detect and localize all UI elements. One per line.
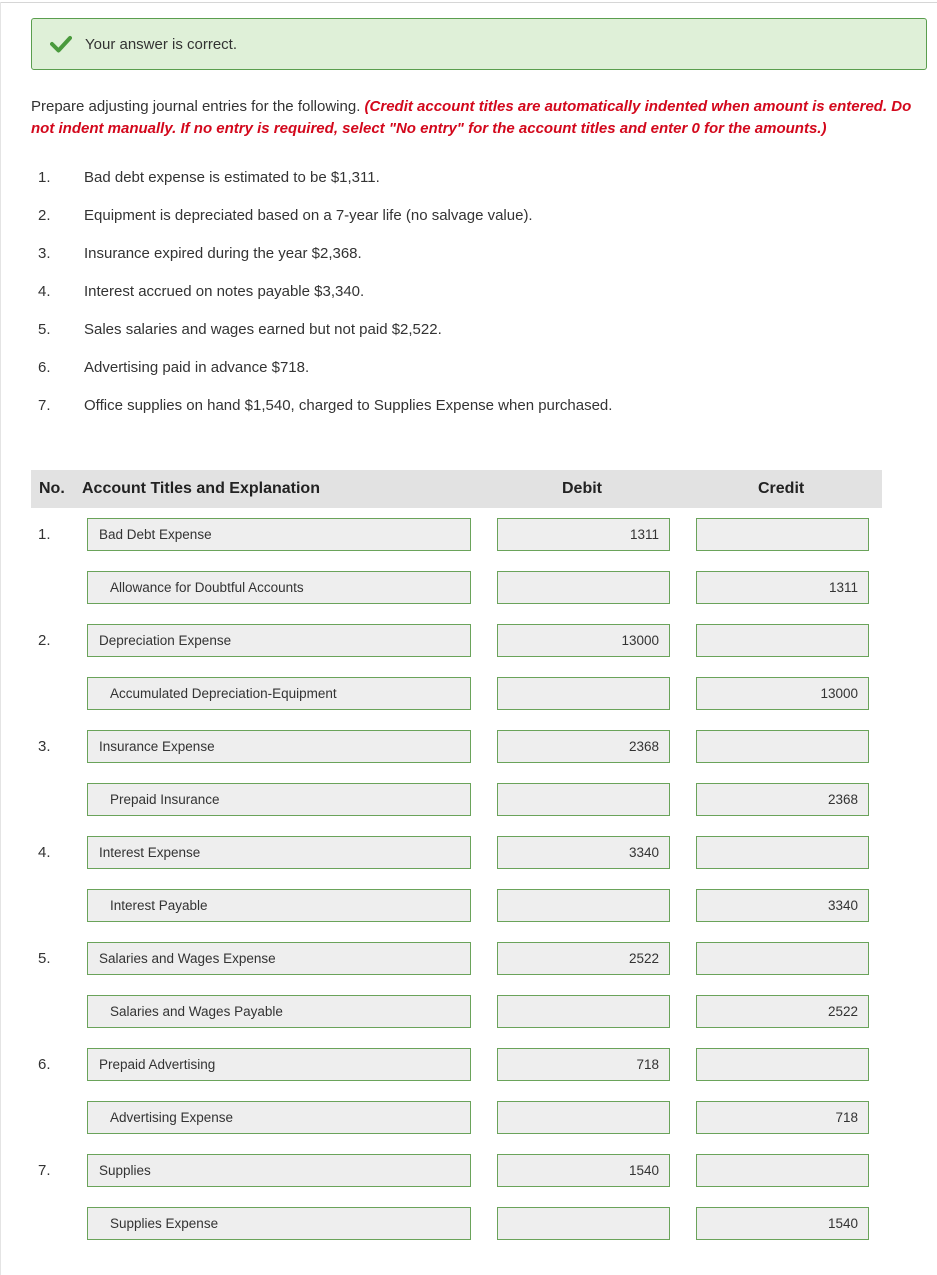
account-title-field[interactable]: Accumulated Depreciation-Equipment (87, 677, 471, 710)
question-text: Office supplies on hand $1,540, charged to Supplies Expense when purchased. (84, 397, 613, 414)
question-number: 1. (38, 169, 51, 186)
debit-amount-field[interactable]: 1311 (497, 518, 670, 551)
debit-amount-field[interactable] (497, 995, 670, 1028)
top-divider (0, 2, 937, 3)
account-title-field[interactable]: Prepaid Insurance (87, 783, 471, 816)
debit-amount-field[interactable]: 1540 (497, 1154, 670, 1187)
debit-amount-field[interactable]: 2368 (497, 730, 670, 763)
question-number: 5. (38, 321, 51, 338)
question-number: 6. (38, 359, 51, 376)
credit-amount-field[interactable] (696, 624, 869, 657)
account-title-field[interactable]: Allowance for Doubtful Accounts (87, 571, 471, 604)
credit-amount-field[interactable] (696, 942, 869, 975)
credit-amount-field[interactable]: 1540 (696, 1207, 869, 1240)
account-title-field[interactable]: Insurance Expense (87, 730, 471, 763)
credit-amount-field[interactable] (696, 1154, 869, 1187)
entry-number: 1. (38, 526, 51, 543)
question-number: 2. (38, 207, 51, 224)
header-debit: Debit (562, 480, 602, 497)
header-no: No. (39, 480, 65, 497)
question-text: Bad debt expense is estimated to be $1,311. (84, 169, 380, 186)
question-text: Advertising paid in advance $718. (84, 359, 310, 376)
debit-amount-field[interactable] (497, 783, 670, 816)
credit-amount-field[interactable]: 3340 (696, 889, 869, 922)
debit-amount-field[interactable] (497, 571, 670, 604)
credit-amount-field[interactable] (696, 518, 869, 551)
debit-amount-field[interactable]: 13000 (497, 624, 670, 657)
left-divider (0, 2, 1, 1275)
debit-amount-field[interactable] (497, 1101, 670, 1134)
question-text: Equipment is depreciated based on a 7-year life (no salvage value). (84, 207, 533, 224)
account-title-field[interactable]: Salaries and Wages Payable (87, 995, 471, 1028)
entry-number: 7. (38, 1162, 51, 1179)
debit-amount-field[interactable]: 2522 (497, 942, 670, 975)
account-title-field[interactable]: Supplies (87, 1154, 471, 1187)
credit-amount-field[interactable] (696, 836, 869, 869)
debit-amount-field[interactable]: 718 (497, 1048, 670, 1081)
question-text: Interest accrued on notes payable $3,340. (84, 283, 365, 300)
credit-amount-field[interactable]: 718 (696, 1101, 869, 1134)
instructions-text: Prepare adjusting journal entries for the following. (31, 98, 361, 115)
banner-message: Your answer is correct. (85, 36, 238, 53)
account-title-field[interactable]: Interest Expense (87, 836, 471, 869)
account-title-field[interactable]: Prepaid Advertising (87, 1048, 471, 1081)
header-credit: Credit (758, 480, 805, 497)
question-number: 3. (38, 245, 51, 262)
header-account: Account Titles and Explanation (82, 480, 320, 497)
entry-number: 3. (38, 738, 51, 755)
account-title-field[interactable]: Supplies Expense (87, 1207, 471, 1240)
credit-amount-field[interactable]: 13000 (696, 677, 869, 710)
debit-amount-field[interactable] (497, 1207, 670, 1240)
account-title-field[interactable]: Depreciation Expense (87, 624, 471, 657)
table-header (31, 470, 882, 508)
account-title-field[interactable]: Interest Payable (87, 889, 471, 922)
check-icon (50, 33, 72, 55)
credit-amount-field[interactable] (696, 730, 869, 763)
entry-number: 4. (38, 844, 51, 861)
question-text: Sales salaries and wages earned but not paid $2,522. (84, 321, 442, 338)
instructions (31, 96, 921, 140)
credit-amount-field[interactable]: 1311 (696, 571, 869, 604)
question-text: Insurance expired during the year $2,368. (84, 245, 362, 262)
credit-amount-field[interactable]: 2522 (696, 995, 869, 1028)
correct-answer-banner (31, 18, 927, 70)
account-title-field[interactable]: Salaries and Wages Expense (87, 942, 471, 975)
instructions-note: (Credit account titles are automatically indented when amount is entered. Do not indent manually. If no entry is required, select "No entry" for the account titles and enter 0 for the amounts.) (31, 98, 912, 137)
entry-number: 6. (38, 1056, 51, 1073)
debit-amount-field[interactable] (497, 677, 670, 710)
credit-amount-field[interactable] (696, 1048, 869, 1081)
account-title-field[interactable]: Bad Debt Expense (87, 518, 471, 551)
account-title-field[interactable]: Advertising Expense (87, 1101, 471, 1134)
entry-number: 2. (38, 632, 51, 649)
debit-amount-field[interactable]: 3340 (497, 836, 670, 869)
entry-number: 5. (38, 950, 51, 967)
debit-amount-field[interactable] (497, 889, 670, 922)
credit-amount-field[interactable]: 2368 (696, 783, 869, 816)
question-number: 4. (38, 283, 51, 300)
question-number: 7. (38, 397, 51, 414)
